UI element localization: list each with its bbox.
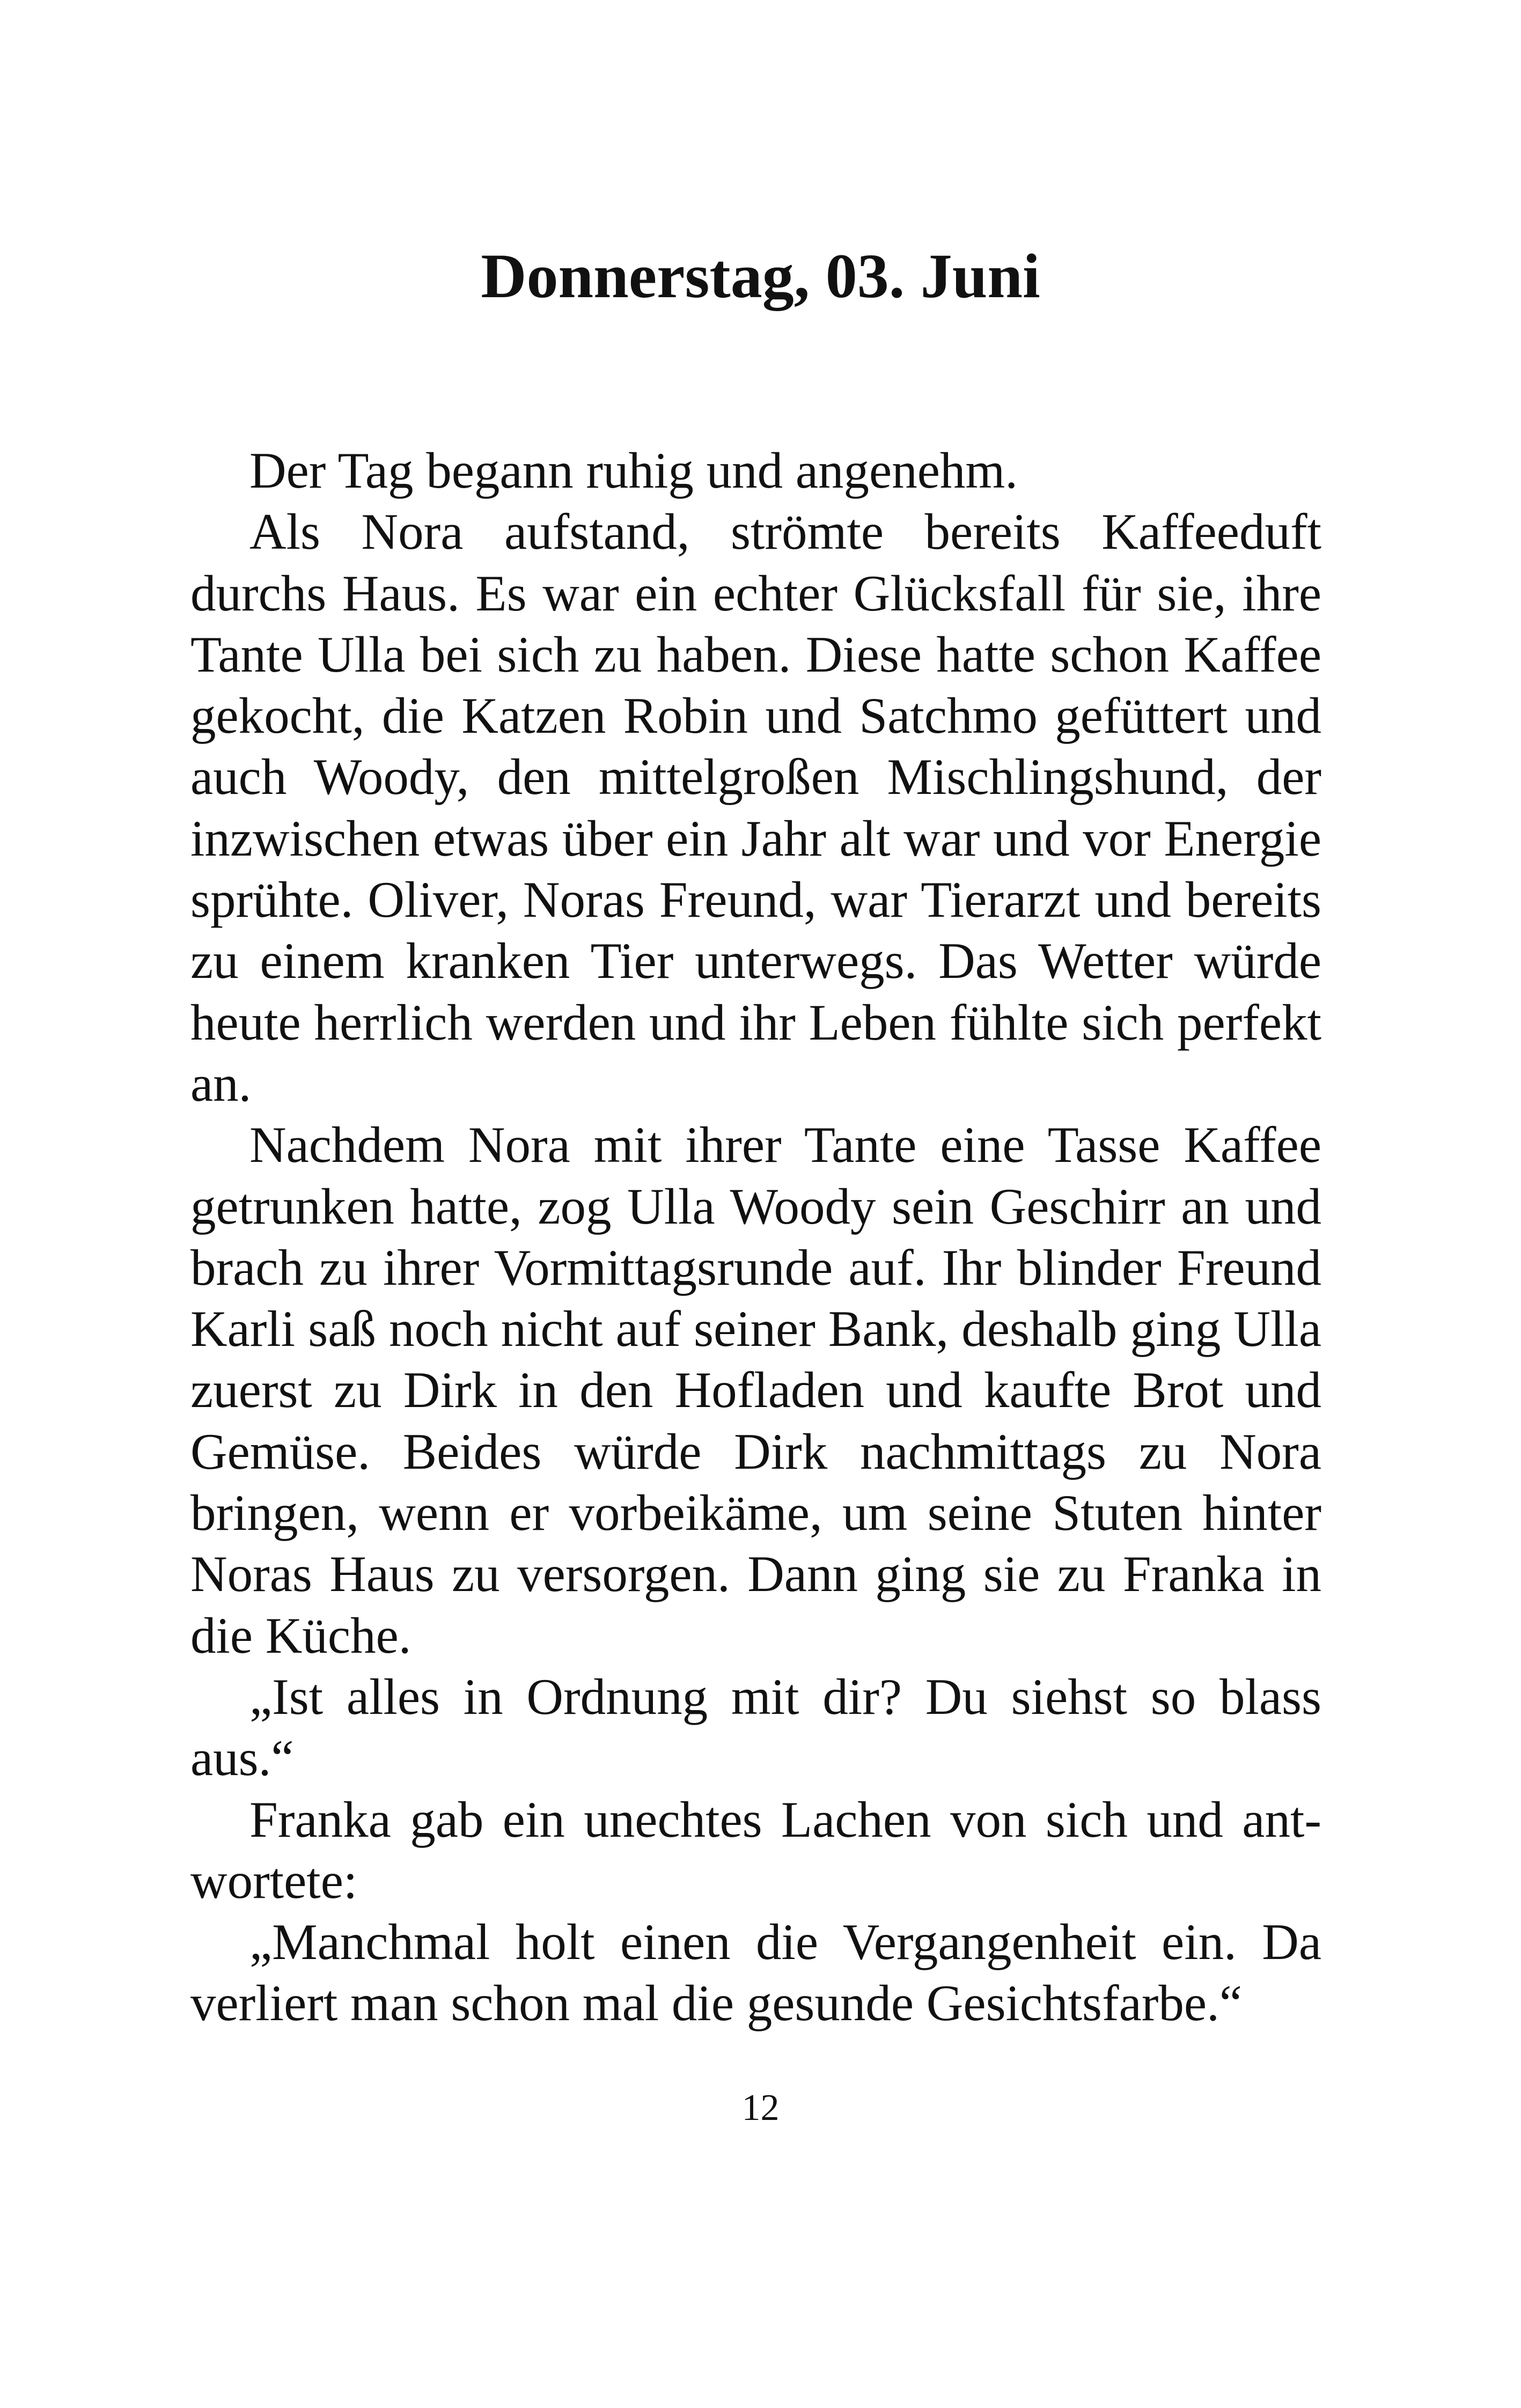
paragraph-3: Nachdem Nora mit ihrer Tante eine Tasse Kaffee getrunken hatte, zog Ulla Woody sein Geschirr an und brach zu ihrer Vormittagsrunde auf. Ihr blinder Freund Karli saß noch nicht auf seiner Bank, deshalb ging Ulla zuerst zu Dirk in den Hofladen und kaufte Brot und Gemüse. Beides würde Dirk nachmittags zu Nora bringen, wenn er vorbeikäme, um seine Stuten hinter Noras Haus zu versorgen. Dann ging sie zu Franka in die Küche. bbox=[190, 1116, 1321, 1664]
paragraph-6: „Manchmal holt einen die Vergangenheit ein. Da verliert man schon mal die gesunde Gesichtsfarbe.“ bbox=[190, 1913, 1321, 2032]
paragraph-2: Als Nora aufstand, strömte bereits Kaffeeduft durchs Haus. Es war ein echter Glücksfall für sie, ihre Tante Ulla bei sich zu haben. Diese hatte schon Kaffee gekocht, die Katzen Robin und Satchmo gefüttert und auch Woody, den mittelgroßen Mischlingshund, der inzwischen etwas über ein Jahr alt war und vor Energie sprühte. Oliver, Noras Freund, war Tierarzt und bereits zu einem kranken Tier unterwegs. Das Wetter würde heute herrlich werden und ihr Leben fühlte sich perfekt an. bbox=[190, 503, 1321, 1112]
body-text bbox=[190, 440, 1321, 2034]
paragraph-1: Der Tag begann ruhig und angenehm. bbox=[249, 442, 1018, 499]
page-number: 12 bbox=[741, 2087, 780, 2129]
paragraph-5: Franka gab ein unechtes Lachen von sich und antwortete: bbox=[190, 1791, 1321, 1909]
chapter-title: Donnerstag, 03. Juni bbox=[481, 241, 1040, 311]
paragraph-4: „Ist alles in Ordnung mit dir? Du siehst so blass aus.“ bbox=[190, 1668, 1321, 1787]
